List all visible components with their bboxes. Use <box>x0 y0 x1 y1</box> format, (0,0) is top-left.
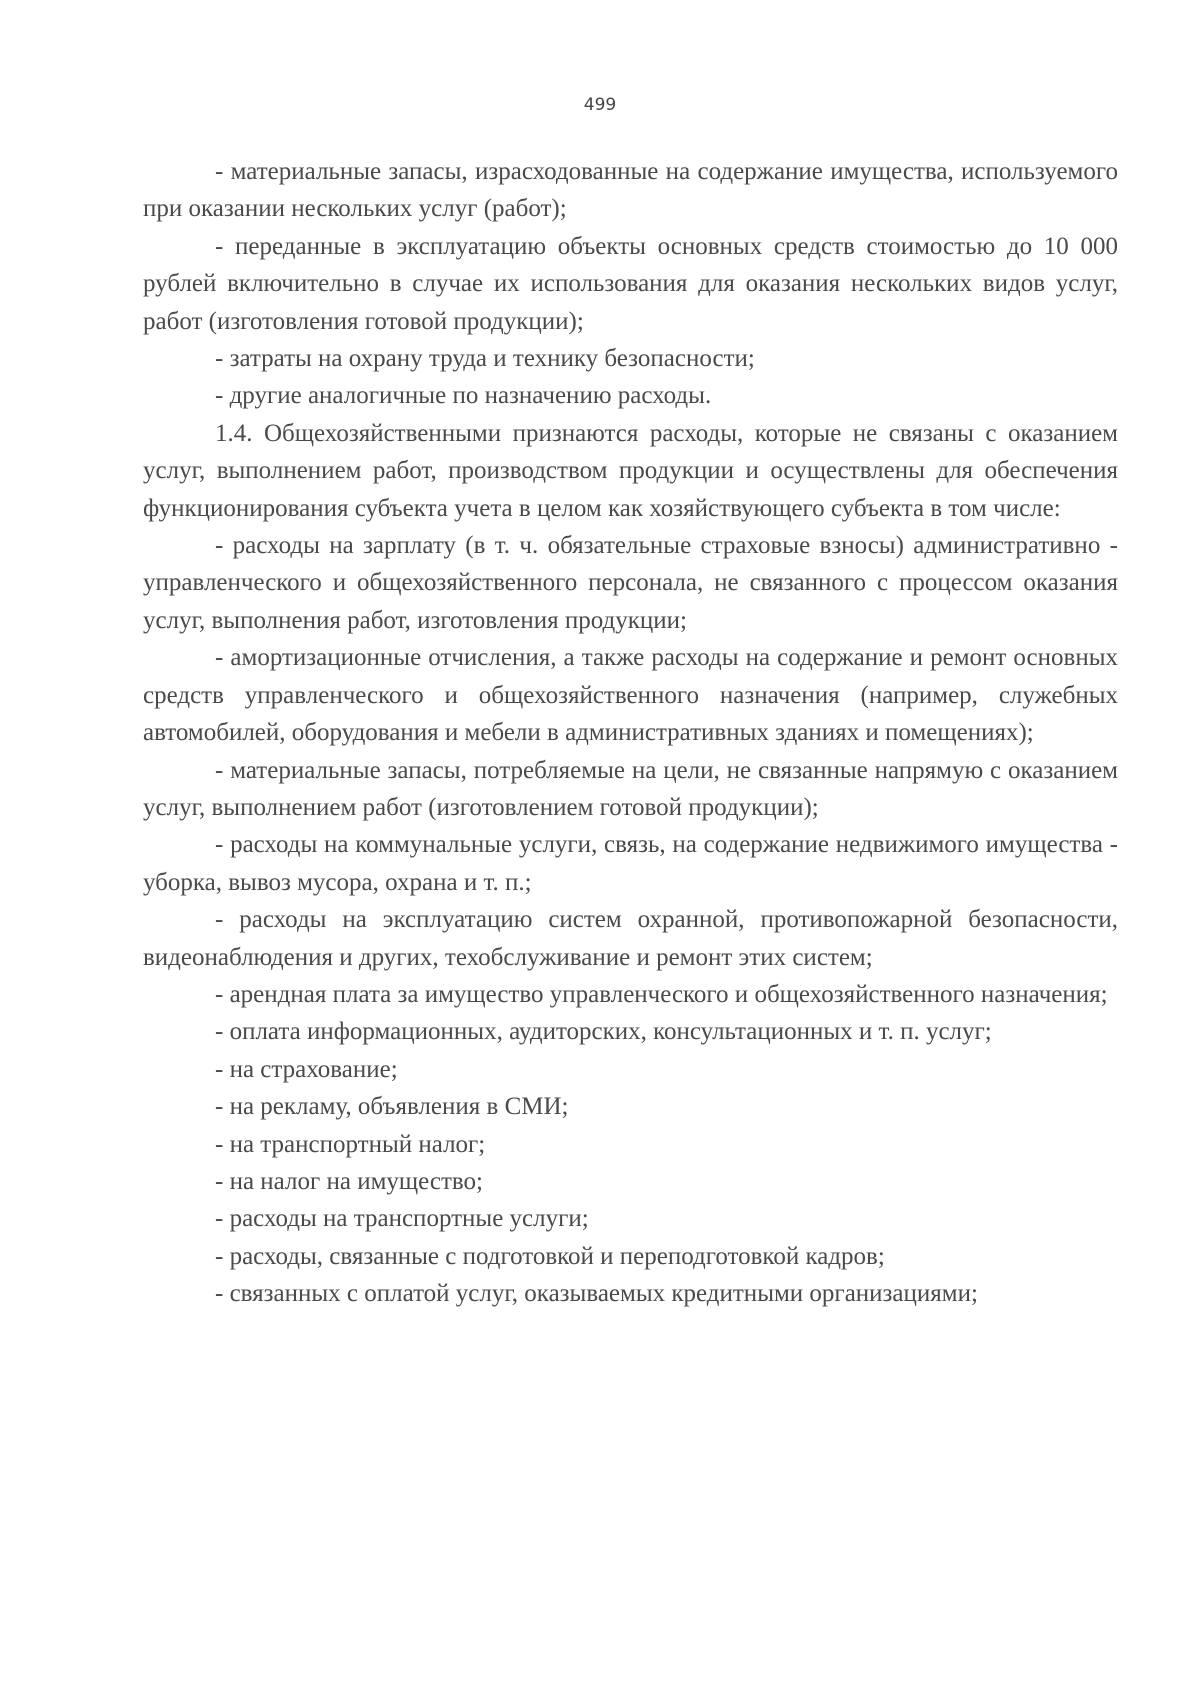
paragraph: - расходы на транспортные услуги; <box>215 1205 589 1233</box>
paragraph: - оплата информационных, аудиторских, консультационных и т. п. услуг; <box>215 1018 992 1046</box>
paragraph: - материальные запасы, израсходованные на содержание имущества, используемого при оказании нескольких услуг (работ); <box>143 158 1118 223</box>
paragraph: - расходы, связанные с подготовкой и переподготовкой кадров; <box>215 1242 885 1270</box>
paragraph: - на транспортный налог; <box>215 1130 486 1158</box>
page-number: 499 <box>583 95 617 115</box>
paragraph: - расходы на эксплуатацию систем охранной, противопожарной безопасности, видеонаблюдения и других, техобслуживание и ремонт этих систем; <box>143 906 1118 971</box>
paragraph: - на рекламу, объявления в СМИ; <box>215 1093 569 1121</box>
paragraph: - арендная плата за имущество управленческого и общехозяйственного назначения; <box>215 980 1108 1008</box>
paragraph: 1.4. Общехозяйственными признаются расходы, которые не связаны с оказанием услуг, выполнением работ, производством продукции и осуществлены для обеспечения функционирования субъекта учета в целом как хозяйствующего субъекта в том числе: <box>143 419 1118 522</box>
paragraph: - амортизационные отчисления, а также расходы на содержание и ремонт основных средств управленческого и общехозяйственного назначения (например, служебных автомобилей, оборудования и мебели в административных зданиях и помещениях); <box>143 644 1118 747</box>
paragraph: - расходы на зарплату (в т. ч. обязательные страховые взносы) административно - управленческого и общехозяйственного персонала, не связанного с процессом оказания услуг, выполнения работ, изготовления продукции; <box>143 532 1118 634</box>
paragraph: - на страхование; <box>215 1055 398 1083</box>
paragraph: - на налог на имущество; <box>215 1167 483 1195</box>
paragraph: - связанных с оплатой услуг, оказываемых кредитными организациями; <box>215 1280 978 1308</box>
document-body <box>143 153 1118 1313</box>
paragraph: - расходы на коммунальные услуги, связь, на содержание недвижимого имущества - уборка, вывоз мусора, охрана и т. п.; <box>143 831 1118 896</box>
paragraph: - переданные в эксплуатацию объекты основных средств стоимостью до 10 000 рублей включительно в случае их использования для оказания нескольких видов услуг, работ (изготовления готовой продукции); <box>143 232 1118 335</box>
paragraph: - другие аналогичные по назначению расходы. <box>215 382 712 410</box>
paragraph: - материальные запасы, потребляемые на цели, не связанные напрямую с оказанием услуг, выполнением работ (изготовлением готовой продукции); <box>143 756 1118 821</box>
paragraph: - затраты на охрану труда и технику безопасности; <box>215 345 755 373</box>
